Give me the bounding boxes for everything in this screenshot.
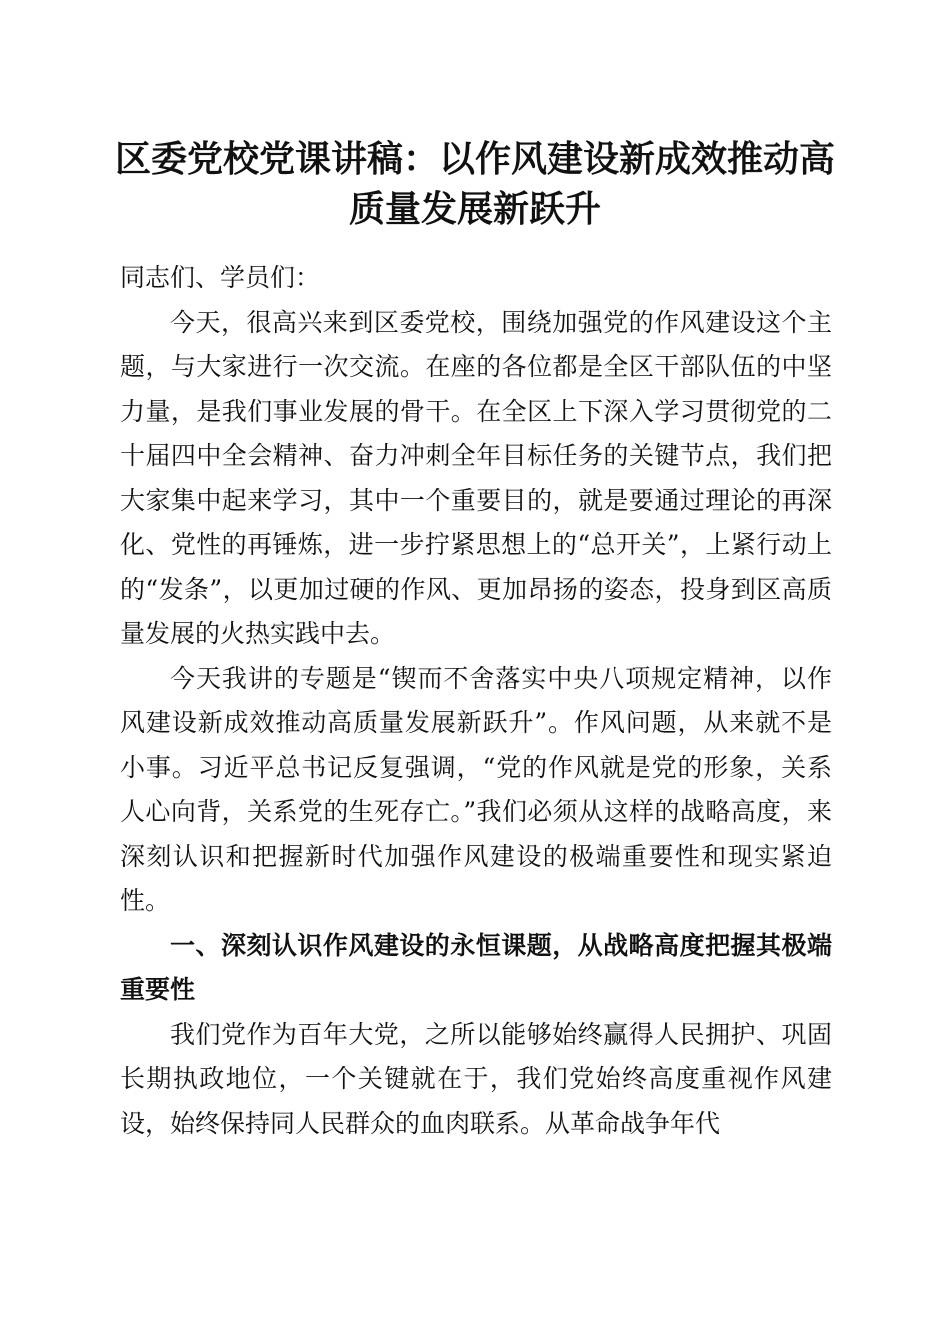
paragraph-topic: 今天我讲的专题是“锲而不舍落实中央八项规定精神，以作风建设新成效推动高质量发展新跃升”。作风问题，从来就不是小事。习近平总书记反复强调，“党的作风就是党的形象，关系人心向背，关系党的生死存亡。”我们必须从这样的战略高度，来深刻认识和把握新时代加强作风建设的极端重要性和现实紧迫性。	[120, 663, 832, 915]
document-title: 区委党校党课讲稿：以作风建设新成效推动高质量发展新跃升	[114, 138, 835, 230]
paragraph-intro: 今天，很高兴来到区委党校，围绕加强党的作风建设这个主题，与大家进行一次交流。在座的各位都是全区干部队伍的中坚力量，是我们事业发展的骨干。在全区上下深入学习贯彻党的二十届四中全会精神、奋力冲刺全年目标任务的关键节点，我们把大家集中起来学习，其中一个重要目的，就是要通过理论的再深化、党性的再锤炼，进一步拧紧思想上的“总开关”，上紧行动上的“发条”，以更加过硬的作风、更加昂扬的姿态，投身到区高质量发展的火热实践中去。	[120, 307, 832, 648]
paragraph-section-one: 我们党作为百年大党，之所以能够始终赢得人民拥护、巩固长期执政地位，一个关键就在于，我们党始终高度重视作风建设，始终保持同人民群众的血肉联系。从革命战争年代	[120, 1019, 832, 1138]
document-body	[120, 256, 832, 1146]
salutation: 同志们、学员们：	[120, 263, 321, 292]
section-heading: 一、深刻认识作风建设的永恒课题，从战略高度把握其极端重要性	[120, 930, 832, 1004]
